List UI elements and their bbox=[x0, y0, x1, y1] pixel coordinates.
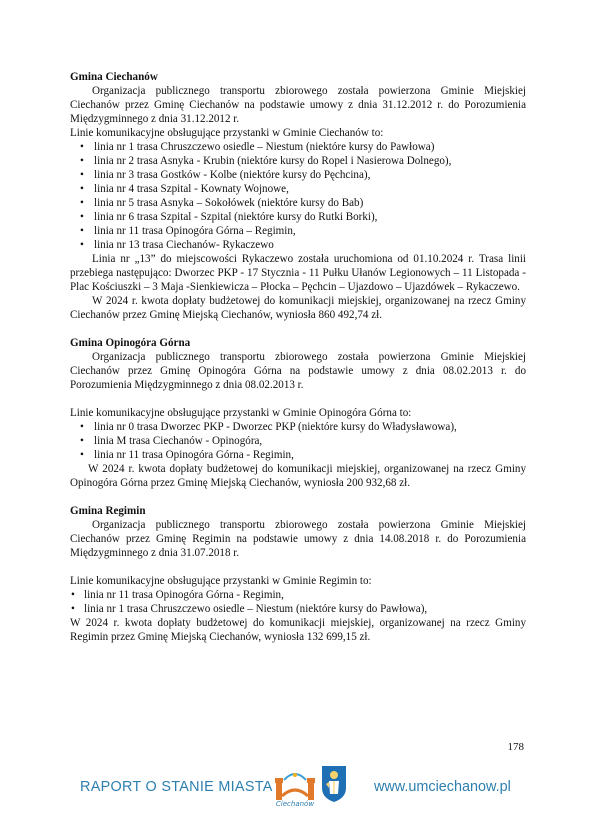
section-summary: W 2024 r. kwota dopłaty budżetowej do komunikacji miejskiej, organizowanej na rzecz Gminy Opinogóra Górna przez Gminę Miejską Ciechanów, wyniosła 200 932,68 zł. bbox=[70, 463, 526, 489]
lines-heading: Linie komunikacyjne obsługujące przystanki w Gminie Regimin to: bbox=[70, 575, 372, 587]
list-item: • linia nr 5 trasa Asnyka – Sokołówek (niektóre kursy do Bab) bbox=[70, 196, 526, 210]
list-item: • linia nr 1 trasa Chruszczewo osiedle – Niestum (niektóre kursy do Pawłowa) bbox=[70, 140, 526, 154]
list-item: • linia nr 3 trasa Gostków - Kolbe (niektóre kursy do Pęchcina), bbox=[70, 168, 526, 182]
section-summary: W 2024 r. kwota dopłaty budżetowej do komunikacji miejskiej, organizowanej na rzecz Gminy Regimin przez Gminę Miejską Ciechanów, wyniosła 132 699,15 zł. bbox=[70, 617, 526, 643]
list-item: • linia nr 4 trasa Szpital - Kownaty Wojnowe, bbox=[70, 182, 526, 196]
page-content bbox=[70, 70, 526, 644]
section-summary: W 2024 r. kwota dopłaty budżetowej do komunikacji miejskiej, organizowanej na rzecz Gminy Ciechanów przez Gminę Miejską Ciechanów, wyniosła 860 492,74 zł. bbox=[70, 295, 526, 321]
list-item: • linia nr 11 trasa Opinogóra Górna - Regimin, bbox=[70, 448, 526, 462]
list-item: • linia nr 0 trasa Dworzec PKP - Dworzec PKP (niektóre kursy do Władysławowa), bbox=[70, 420, 526, 434]
line-13-description: Linia nr „13” do miejscowości Rykaczewo została uruchomiona od 01.10.2024 r. Trasa linii przebiega następująco: Dworzec PKP - 17 Stycznia - 11 Pułku Ułanów Legionowych – 11 Listopada - Plac Kościuszki – 3 Maja -Sienkiewicza – Płocka – Pęchcin – Ujazdowo – Ujazdówek – Rykaczewo. bbox=[70, 253, 526, 293]
page-footer bbox=[0, 760, 594, 820]
section-gmina-opinogora-gorna bbox=[70, 336, 526, 490]
section-intro: Organizacja publicznego transportu zbiorowego została powierzona Gminie Miejskiej Ciechanów przez Gminę Ciechanów na podstawie umowy z dnia 31.12.2012 r. do Porozumienia Międzygminnego z dnia 31.12.2012 r. bbox=[70, 85, 526, 125]
section-title: Gmina Opinogóra Górna bbox=[70, 337, 191, 349]
footer-report-title: RAPORT O STANIE MIASTA bbox=[80, 779, 273, 795]
page-number: 178 bbox=[507, 741, 524, 753]
lines-list bbox=[70, 140, 526, 252]
lines-list bbox=[70, 588, 526, 616]
list-item: • linia nr 11 trasa Opinogóra Górna - Regimin, bbox=[70, 588, 526, 602]
list-item: • linia nr 13 trasa Ciechanów- Rykaczewo bbox=[70, 238, 526, 252]
list-item: • linia nr 6 trasa Szpital - Szpital (niektóre kursy do Rutki Borki), bbox=[70, 210, 526, 224]
lines-heading: Linie komunikacyjne obsługujące przystanki w Gminie Opinogóra Górna to: bbox=[70, 407, 412, 419]
city-logo-icon bbox=[272, 766, 318, 808]
lines-list bbox=[70, 420, 526, 462]
lines-heading: Linie komunikacyjne obsługujące przystanki w Gminie Ciechanów to: bbox=[70, 127, 384, 139]
list-item: • linia M trasa Ciechanów - Opinogóra, bbox=[70, 434, 526, 448]
section-intro: Organizacja publicznego transportu zbiorowego została powierzona Gminie Miejskiej Ciechanów przez Gminę Regimin na podstawie umowy z dnia 14.08.2018 r. do Porozumienia Międzygminnego z dnia 31.07.2018 r. bbox=[70, 519, 526, 559]
section-gmina-ciechanow bbox=[70, 70, 526, 322]
list-item: • linia nr 2 trasa Asnyka - Krubin (niektóre kursy do Ropel i Nasierowa Dolnego), bbox=[70, 154, 526, 168]
list-item: • linia nr 11 trasa Opinogóra Górna – Regimin, bbox=[70, 224, 526, 238]
footer-website: www.umciechanow.pl bbox=[374, 779, 511, 795]
coat-of-arms-icon bbox=[320, 764, 348, 804]
section-gmina-regimin bbox=[70, 504, 526, 644]
section-intro: Organizacja publicznego transportu zbiorowego została powierzona Gminie Miejskiej Ciechanów przez Gminę Opinogóra Górna na podstawie umowy z dnia 08.02.2013 r. do Porozumienia Międzygminnego z dnia 08.02.2013 r. bbox=[70, 351, 526, 391]
logo-text: Ciechanów bbox=[275, 800, 315, 808]
list-item: • linia nr 1 trasa Chruszczewo osiedle – Niestum (niektóre kursy do Pawłowa), bbox=[70, 602, 526, 616]
section-title: Gmina Regimin bbox=[70, 505, 146, 517]
section-title: Gmina Ciechanów bbox=[70, 71, 158, 83]
